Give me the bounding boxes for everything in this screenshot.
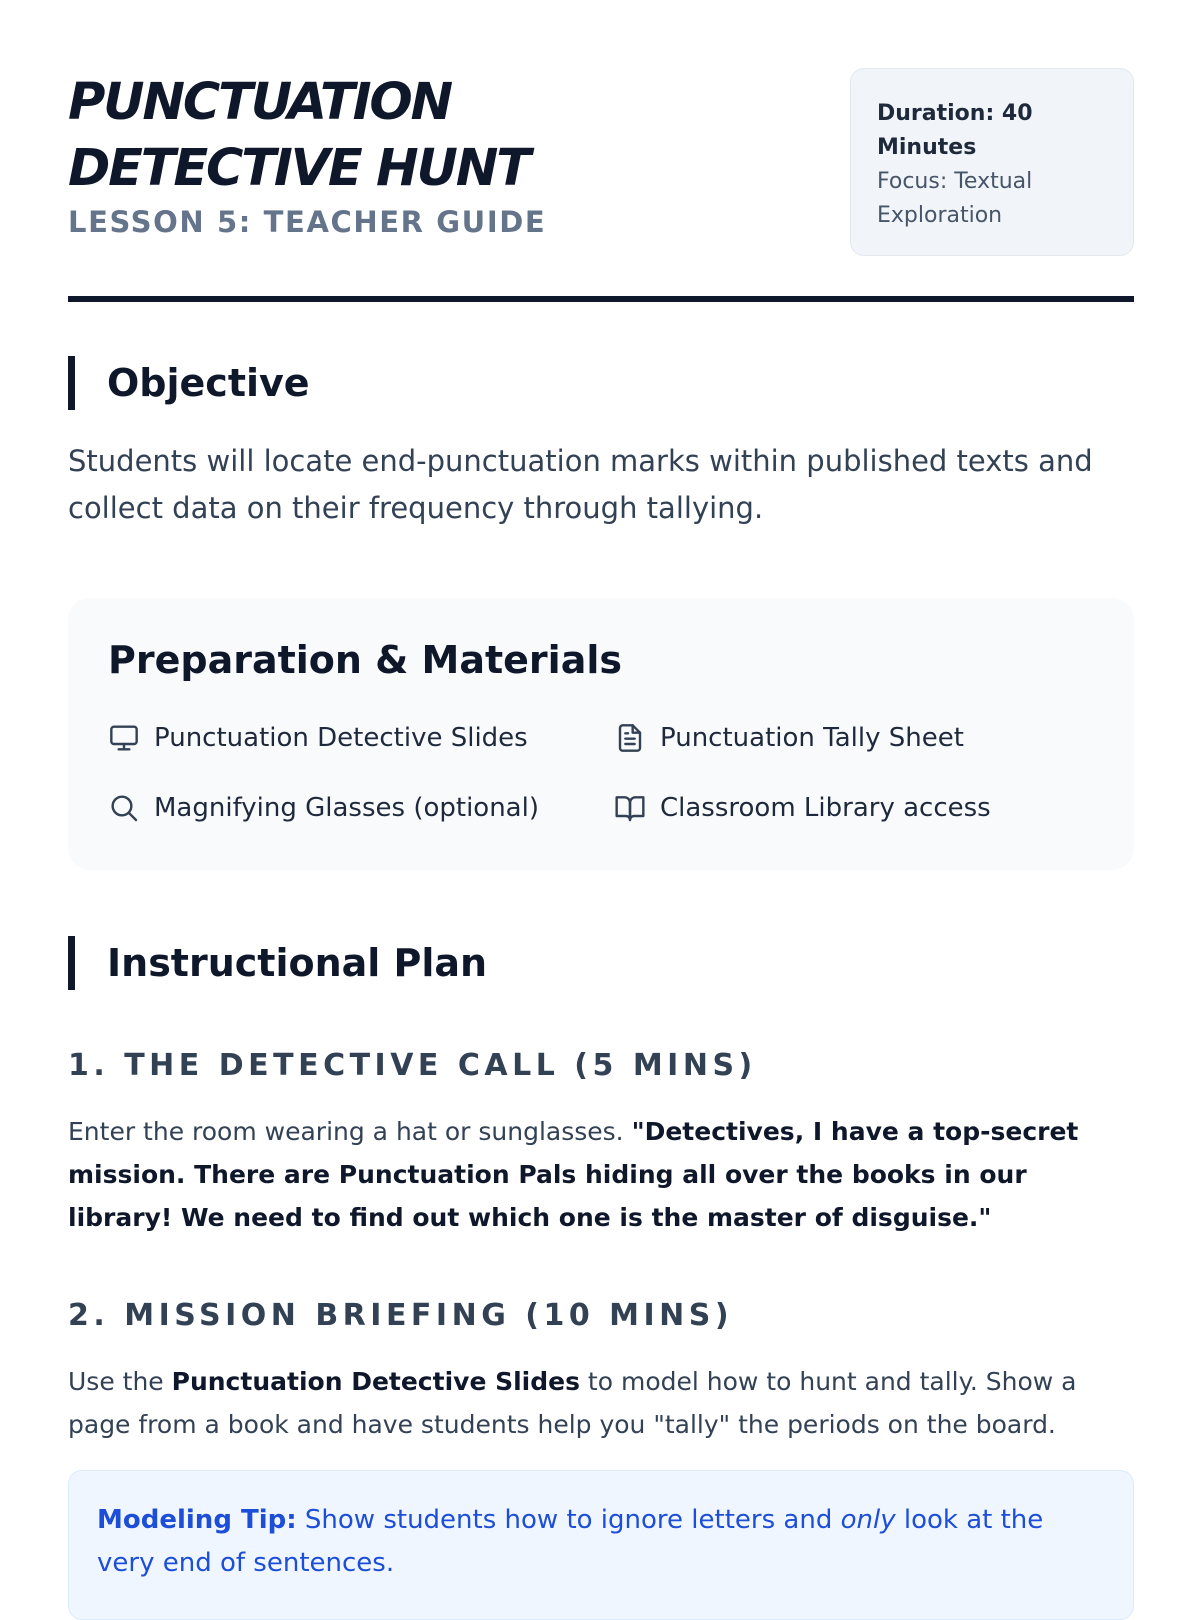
material-label: Punctuation Detective Slides (154, 723, 528, 753)
guide-header (68, 0, 1134, 302)
material-item-magnifying-glasses (108, 788, 539, 828)
material-label: Magnifying Glasses (optional) (154, 793, 539, 823)
page-title (68, 70, 688, 202)
lesson-subtitle: LESSON 5: TEACHER GUIDE (68, 205, 547, 239)
tip-emphasis: only (840, 1505, 896, 1535)
tip-label: Modeling Tip: (97, 1505, 297, 1535)
step-1-heading: 1. THE DETECTIVE CALL (5 MINS) (68, 1048, 757, 1083)
teacher-guide-page (68, 0, 1134, 1578)
search-icon (108, 792, 140, 824)
step-1-intro: Enter the room wearing a hat or sunglasses. (68, 1117, 632, 1146)
title-line-1: PUNCTUATION (68, 73, 452, 132)
lesson-meta-box (850, 68, 1134, 256)
step-2-heading: 2. MISSION BRIEFING (10 MINS) (68, 1298, 734, 1333)
book-icon (614, 792, 646, 824)
monitor-icon (108, 722, 140, 754)
objective-heading: Objective (68, 356, 310, 410)
duration-label: Duration: 40 Minutes (877, 101, 1033, 160)
focus-label: Focus: Textual Exploration (877, 169, 1033, 228)
material-item-tally-sheet (614, 718, 964, 758)
step-2-text (68, 1360, 1134, 1446)
step-1-quote: "Detectives, I have a top-secret mission. There are Punctuation Pals hiding all over the books in our library! We need to find out which one is the master of disguise." (68, 1117, 1079, 1232)
materials-heading: Preparation & Materials (108, 638, 622, 682)
document-icon (614, 722, 646, 754)
objective-text: Students will locate end-punctuation marks within published texts and collect data on their frequency through tallying. (68, 444, 1093, 525)
material-item-library (614, 788, 991, 828)
tip-text-after: look at the very end of sentences. (97, 1505, 1044, 1578)
step-1-text (68, 1110, 1134, 1239)
instructional-plan-heading: Instructional Plan (68, 936, 487, 990)
material-label: Punctuation Tally Sheet (660, 723, 964, 753)
step-2-slides-ref: Punctuation Detective Slides (171, 1367, 580, 1396)
step-2-text-before: Use the (68, 1367, 172, 1396)
materials-card (68, 598, 1134, 870)
step-2-text-after: to model how to hunt and tally. Show a page from a book and have students help you "tally" the periods on the board. (68, 1367, 1077, 1439)
material-item-slides (108, 718, 528, 758)
material-label: Classroom Library access (660, 793, 991, 823)
title-line-2: DETECTIVE HUNT (68, 139, 529, 198)
modeling-tip-box (68, 1470, 1134, 1620)
tip-text-before: Show students how to ignore letters and (296, 1505, 841, 1535)
